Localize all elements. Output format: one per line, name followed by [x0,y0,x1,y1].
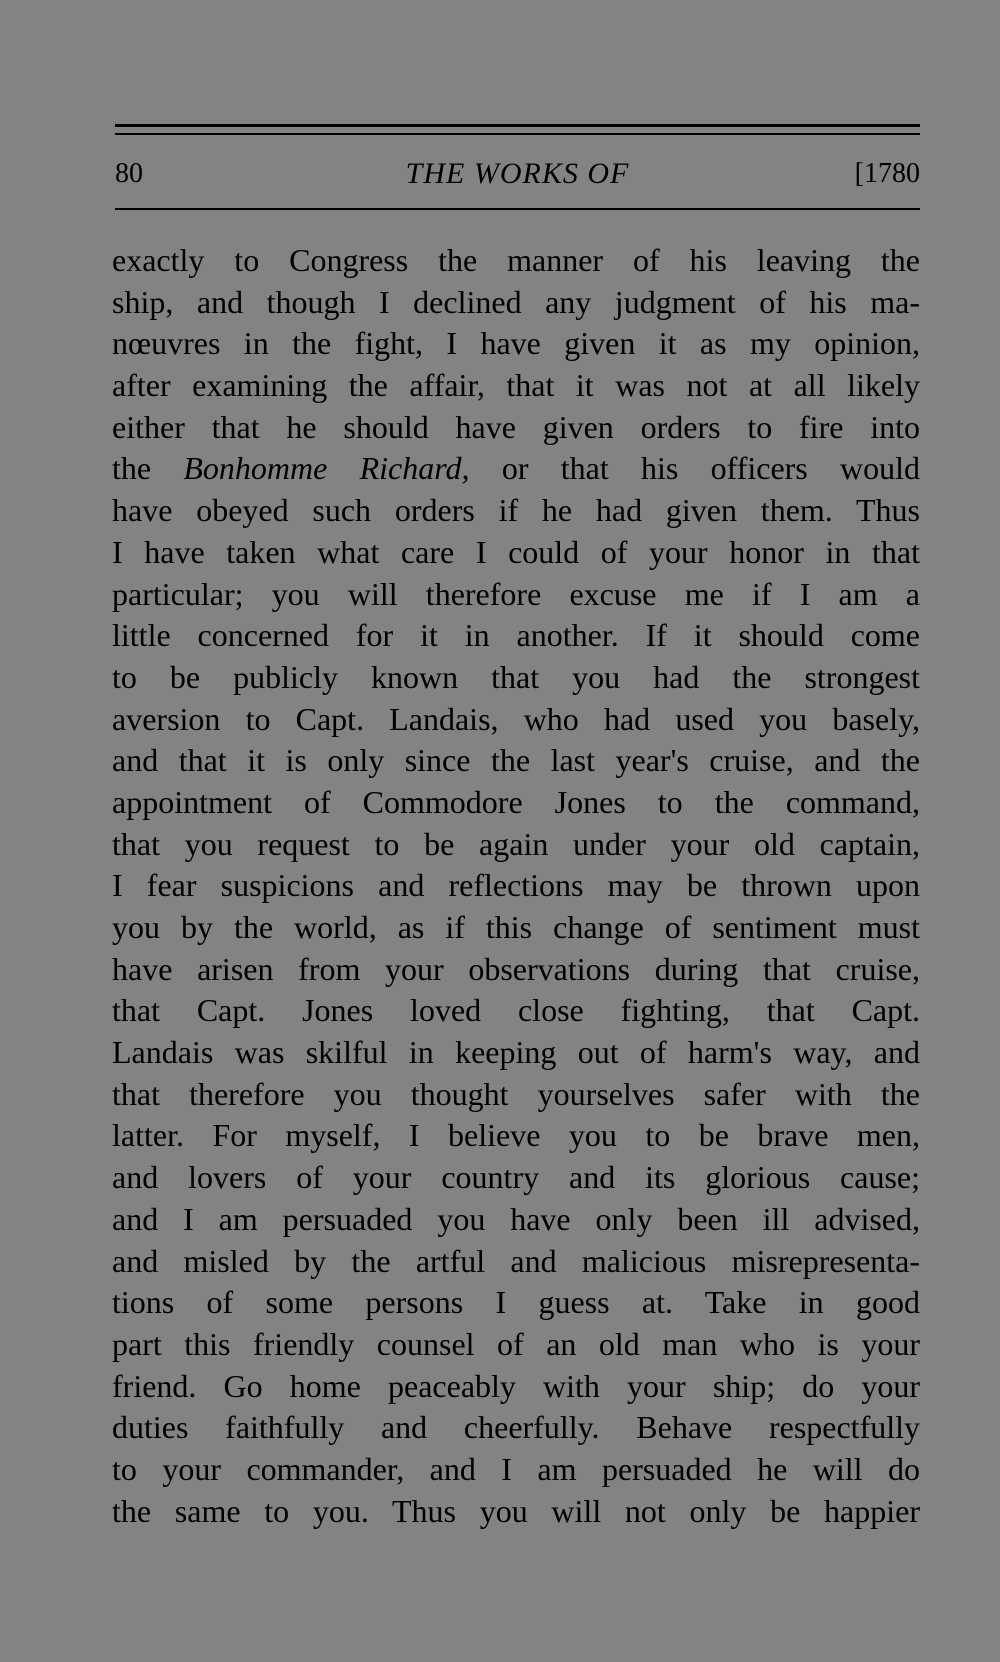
line-suffix: or that his officers would [501,450,921,487]
text-line: to be publicly known that you had the strongest [112,658,920,695]
running-title: THE WORKS OF [405,157,630,190]
text-line: either that he should have given orders to fire into [112,408,920,445]
text-line: I have taken what care I could of your honor in that [112,533,920,570]
text-line: that therefore you thought yourselves safer with the [112,1075,920,1112]
text-line: ship, and though I declined any judgment of his ma- [112,283,920,320]
text-line: and I am persuaded you have only been ill advised, [112,1200,920,1237]
text-line: after examining the affair, that it was not at all likely [112,367,920,404]
header-rule-top [115,124,920,127]
text-line-with-ship-name [112,448,920,490]
text-line: exactly to Congress the manner of his leaving the [112,242,920,278]
text-line: that you request to be again under your old captain, [112,825,920,862]
header-rule-second [115,133,920,135]
text-line: Landais was skilful in keeping out of harm's way, and [112,1034,920,1071]
text-line: tions of some persons I guess at. Take in good [112,1284,920,1321]
text-line: to your commander, and I am persuaded he will do [112,1450,920,1487]
header-year: [1780 [854,158,920,189]
text-line: little concerned for it in another. If it should come [112,617,920,654]
text-line: have obeyed such orders if he had given them. Thus [112,492,920,529]
text-line: particular; you will therefore excuse me if I am a [112,575,920,612]
page-number: 80 [115,158,143,189]
text-line: nœuvres in the fight, I have given it as my opinion, [112,325,920,362]
text-line: part this friendly counsel of an old man who is your [112,1325,920,1362]
text-line: that Capt. Jones loved close fighting, that Capt. [112,992,920,1029]
running-header [115,152,920,198]
text-line: appointment of Commodore Jones to the command, [112,783,920,820]
ship-name: Bonhomme Richard, [183,450,470,487]
line-prefix: the [112,450,152,487]
body-text [112,240,920,1532]
text-line: duties faithfully and cheerfully. Behave respectfully [112,1409,920,1446]
text-line: and lovers of your country and its glorious cause; [112,1159,920,1196]
text-line: the same to you. Thus you will not only be happier [112,1492,920,1529]
text-line: and misled by the artful and malicious misrepresenta- [112,1242,920,1279]
text-line: latter. For myself, I believe you to be brave men, [112,1117,920,1154]
text-line: have arisen from your observations during that cruise, [112,950,920,987]
text-line: you by the world, as if this change of sentiment must [112,909,920,945]
text-line: and that it is only since the last year's cruise, and the [112,742,920,779]
text-line: aversion to Capt. Landais, who had used you basely, [112,700,920,737]
text-line: I fear suspicions and reflections may be thrown upon [112,867,920,904]
text-line: friend. Go home peaceably with your ship; do your [112,1367,920,1404]
header-rule-bottom [115,208,920,210]
